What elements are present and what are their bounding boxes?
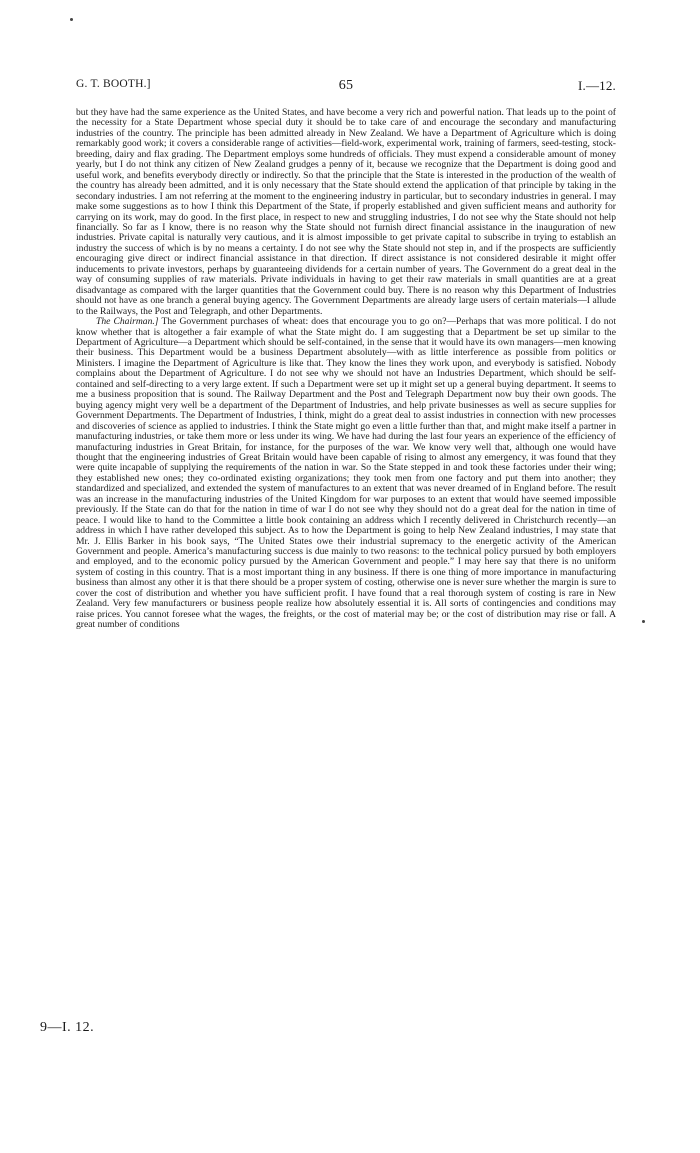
header-speaker-name: G. T. BOOTH.] bbox=[76, 78, 151, 90]
signature-mark: 9—I. 12. bbox=[40, 1020, 95, 1035]
speaker-label: The Chairman.] bbox=[96, 316, 159, 328]
page-header bbox=[76, 78, 616, 96]
body-text bbox=[76, 108, 616, 631]
scan-speck bbox=[70, 18, 73, 21]
scan-speck bbox=[642, 620, 645, 623]
paragraph: but they have had the same experience as the United States, and have become a very rich and powerful nation. That leads up to the point of the necessity for a State Department whose special duty it should be to take care of and encourage the secondary and manufacturing industries of the country. The principle has been admitted already in New Zealand. We have a Department of Agriculture which is doing remarkably good work; it covers a considerable range of activities—field-work, experimental work, training of farmers, seed-testing, stock-breeding, dairy and flax grading. The Department employs some hundreds of officials. They must expend a considerable amount of money yearly, but I do not think any citizen of New Zealand grudges a penny of it, because we recognize that the Department is doing good and useful work, and benefits everybody directly or indirectly. So that the principle that the State is interested in the production of the wealth of the country has already been admitted, and it is only necessary that the State should extend the application of that principle by taking in the secondary industries. I am not referring at the moment to the engineering industry in particular, but to secondary industries in general. I may make some suggestions as to how I think this Department of the State, if properly established and given sufficient means and authority for carrying on its work, may do good. In the first place, in respect to new and struggling industries, I do not see why the State should not help financially. So far as I know, there is no reason why the State should not furnish direct financial assistance in the inauguration of new industries. Private capital is naturally very cautious, and it is almost impossible to get private capital to subscribe in trying to establish an industry the success of which is by no means a certainty. I do not see why the State should not step in, and if the prospects are sufficiently encouraging give direct or indirect financial assistance in that direction. If direct assistance is not considered desirable it might offer inducements to private investors, perhaps by guaranteeing dividends for a certain number of years. The Government do a great deal in the way of consuming supplies of raw materials. Private individuals in having to get their raw materials in small quantities are at a great disadvantage as compared with the larger quantities that the Government could buy. There is no reason why this Department of Industries should not have as one branch a general buying agency. The Government Departments are already large users of certain materials—I allude to the Railways, the Post and Telegraph, and other Departments. bbox=[76, 107, 616, 317]
paper-reference: I.—12. bbox=[577, 78, 616, 93]
paragraph bbox=[76, 317, 616, 631]
page-content bbox=[76, 78, 616, 631]
paragraph-text: The Government purchases of wheat: does that encourage you to go on?—Perhaps that was more political. I do not know whether that is altogether a fair example of what the State might do. I am suggesting that a Department be set up similar to the Department of Agriculture—a Department which should be self-contained, in the sense that it would have its own managers—men knowing their business. This Department would be a business Department absolutely—with as little interference as possible from politics or Ministers. I imagine the Department of Agriculture is like that. They know the lines they work upon, and everybody is satisfied. Nobody complains about the Department of Agriculture. I do not see why we should not have an Industries Department, which should be self-contained and self-directing to a very large extent. If such a Department were set up it might set up a general buying department. It seems to me a business proposition that is sound. The Railway Department and the Post and Telegraph Department now buy their own goods. The buying agency might very well be a department of the Department of Industries, and help private businesses as well as secure supplies for Government Departments. The Department of Industries, I think, might do a great deal to assist industries in connection with new processes and discoveries of science as applied to industries. I think the State might go even a little further than that, and might make itself a partner in manufacturing industries, or take them more or less under its wing. We have had during the last four years an experience of the efficiency of manufacturing industries in Great Britain, for instance, for the purposes of the war. We know very well that, although one would have thought that the engineering industries of Great Britain would have been capable of rising to almost any emergency, it was found that they were quite incapable of supplying the requirements of the nation in war. So the State stepped in and took these factories under their wing; they established new ones; they co-ordinated existing organizations; they took men from one factory and put them into another; they standardized and specialized, and extended the system of manufactures to an extent that was never dreamed of in England before. The result was an increase in the manufacturing industries of the United Kingdom for war purposes to an extent that would have seemed impossible previously. If the State can do that for the nation in time of war I do not see why they should not do a great deal for the nation in time of peace. I would like to hand to the Committee a little book containing an address which I recently delivered in Christchurch recently—an address in which I have rather developed this subject. As to how the Department is going to help New Zealand industries, I may state that Mr. J. Ellis Barker in his book says, “The United States owe their industrial supremacy to the energetic activity of the American Government and people. America’s manufacturing success is due mainly to two reasons: to the technical policy pursued by both employers and employed, and to the economic policy pursued by the American Government and people.” I may here say that there is no uniform system of costing in this country. That is a most important thing in any business. If there is one thing of more importance in manufacturing business than almost any other it is that there should be a proper system of costing, otherwise one is never sure whether the margin is sure to cover the cost of distribution and whether you have sufficient profit. I have found that a real thorough system of costing is rare in New Zealand. Very few manufacturers or business people realize how absolutely essential it is. All sorts of contingencies and conditions may raise prices. You cannot foresee what the wages, the freights, or the cost of material may be; or the cost of distribution may rise or fall. A great number of conditions bbox=[76, 316, 616, 631]
page-number: 65 bbox=[338, 78, 354, 93]
